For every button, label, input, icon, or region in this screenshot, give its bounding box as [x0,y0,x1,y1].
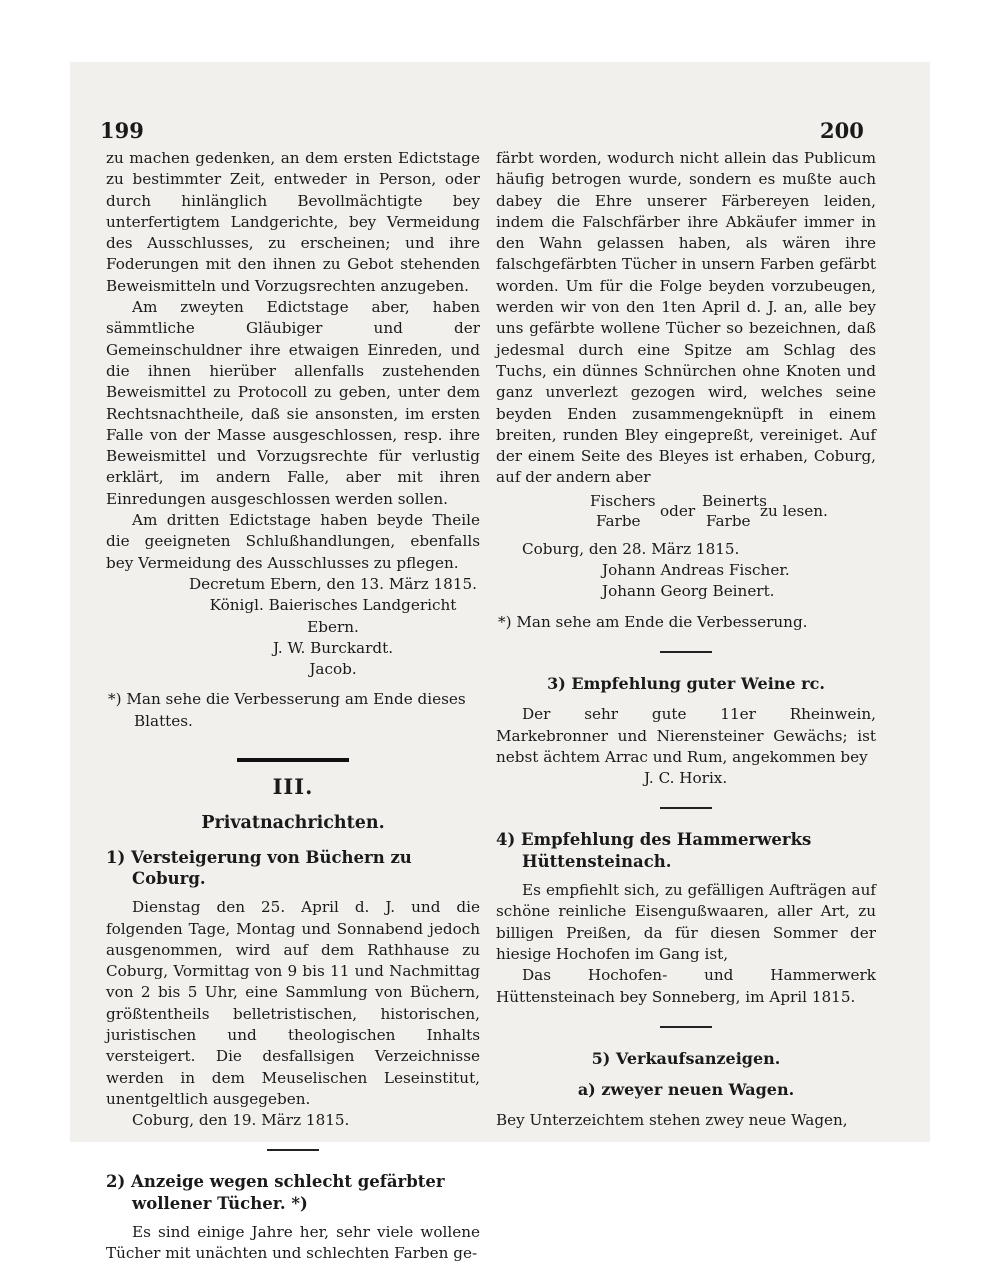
section-title: Privatnachrichten. [201,813,385,834]
paragraph: färbt worden, wodurch nicht allein das Publicum häufig betrogen wurde, sondern es mußte auch dabey die Ehre unserer Färbereyen leiden, indem die Falschfärber ihre Abkäufer immer in den Wahn gelassen haben, als wären ihre falschgefärbten Tücher in unsern Farben gefärbt worden. Um für die Folge beyden vorzubeugen, werden wir von den 1ten April d. J. an, alle bey uns gefärbte wollene Tücher so bezeichnen, daß jedesmal durch eine Spitze am Schlag des Tuchs, ein dünnes Schnürchen ohne Knoten und ganz unverlezt gezogen wird, welches seine beyden Enden zusammengeknüpft in einem breiten, runden Bley eingepreßt, vereiniget. Auf der einem Seite des Bleyes ist erhaben, Coburg, auf der andern aber [496,149,876,487]
color-mark-line [496,491,876,533]
word-farbe: Farbe [596,511,641,530]
paragraph: zu machen gedenken, an dem ersten Edictstage zu bestimmter Zeit, entweder in Person, oder durch hinlänglich Bevollmächtigte bey unterfertigtem Landgerichte, bey Vermeidung des Ausschlusses, zu erscheinen; und ihre Foderungen mit den ihnen zu Gebot stehenden Beweismitteln und Vorzugsrechten anzugeben. [106,149,480,295]
date-line: Coburg, den 28. März 1815. [522,539,740,558]
divider [660,1026,712,1028]
paragraph: Es sind einige Jahre her, sehr viele wollene Tücher mit unächten und schlechten Farben ge- [106,1223,480,1263]
item-heading: 2) Anzeige wegen schlecht gefärbter wollener Tücher. *) [106,1172,445,1213]
paragraph: Das Hochofen- und Hammerwerk Hüttensteinach bey Sonneberg, im April 1815. [496,966,876,1006]
court-name: Königl. Baierisches Landgericht Ebern. [209,596,457,636]
right-column [496,148,876,1132]
signature: Jacob. [309,660,357,679]
item-heading: 5) Verkaufsanzeigen. [591,1048,781,1068]
paragraph: Es empfiehlt sich, zu gefälligen Aufträgen auf schöne reinliche Eisengußwaaren, aller Art, zu billigen Preißen, da für diesen Sommer der hiesige Hochofen im Gang ist, [496,881,876,963]
footnote: *) Man sehe die Verbesserung am Ende dieses Blattes. [108,690,466,730]
word-oder: oder [660,501,696,520]
signature: Johann Andreas Fischer. [602,561,790,580]
word-beinerts: Beinerts [702,491,767,510]
section-number: III. [272,774,314,800]
paragraph: Der sehr gute 11er Rheinwein, Markebronner und Nierensteiner Gewächs; ist nebst ächtem Arrac und Rum, angekommen bey [496,705,876,766]
paragraph: Bey Unterzeichtem stehen zwey neue Wagen, [496,1111,848,1130]
paragraph: Am zweyten Edictstage aber, haben sämmtliche Gläubiger und der Gemeinschuldner ihre etwaigen Einreden, und die ihnen hierüber allenfalls zustehenden Beweismittel zu Protocoll zu geben, unter dem Rechtsnachtheile, daß sie ansonsten, im ersten Falle von der Masse ausgeschlossen, resp. ihre Beweismittel und Vorzugsrechte für verlustig erklärt, im andern Falle, aber mit ihren Einredungen ausgeschlossen werden sollen. [106,298,480,508]
decree-line: Decretum Ebern, den 13. März 1815. [189,574,477,593]
signature: Johann Georg Beinert. [602,582,775,601]
divider [660,807,712,809]
signature: J. C. Horix. [644,769,728,788]
divider [660,651,712,653]
footnote: *) Man sehe am Ende die Verbesserung. [498,612,808,631]
section-divider [237,758,349,762]
item-heading: 1) Versteigerung von Büchern zu Coburg. [106,847,412,888]
date-line: Coburg, den 19. März 1815. [132,1111,350,1130]
page-number-right: 200 [820,118,864,143]
word-farbe: Farbe [706,511,751,530]
item-heading: 4) Empfehlung des Hammerwerks Hüttensteinach. [496,830,812,871]
item-heading: 3) Empfehlung guter Weine rc. [547,673,825,693]
signature: J. W. Burckardt. [272,638,394,657]
divider [267,1149,319,1151]
paragraph: Dienstag den 25. April d. J. und die folgenden Tage, Montag und Sonnabend jedoch ausgenommen, wird auf dem Rathhause zu Coburg, Vormittag von 9 bis 11 und Nachmittag von 2 bis 5 Uhr, eine Sammlung von Büchern, größtentheils belletristischen, historischen, juristischen und theologischen Inhalts versteigert. Die desfallsigen Verzeichnisse werden in dem Meuselischen Leseinstitut, unentgeltlich ausgegeben. [106,898,480,1108]
page-number-left: 199 [100,118,144,143]
left-column [106,148,480,1265]
sub-heading: a) zweyer neuen Wagen. [577,1080,795,1100]
word-fischers: Fischers [590,491,656,510]
paragraph: Am dritten Edictstage haben beyde Theile die geeigneten Schlußhandlungen, ebenfalls bey Vermeidung des Ausschlusses zu pflegen. [106,511,480,572]
word-zu-lesen: zu lesen. [760,501,828,520]
